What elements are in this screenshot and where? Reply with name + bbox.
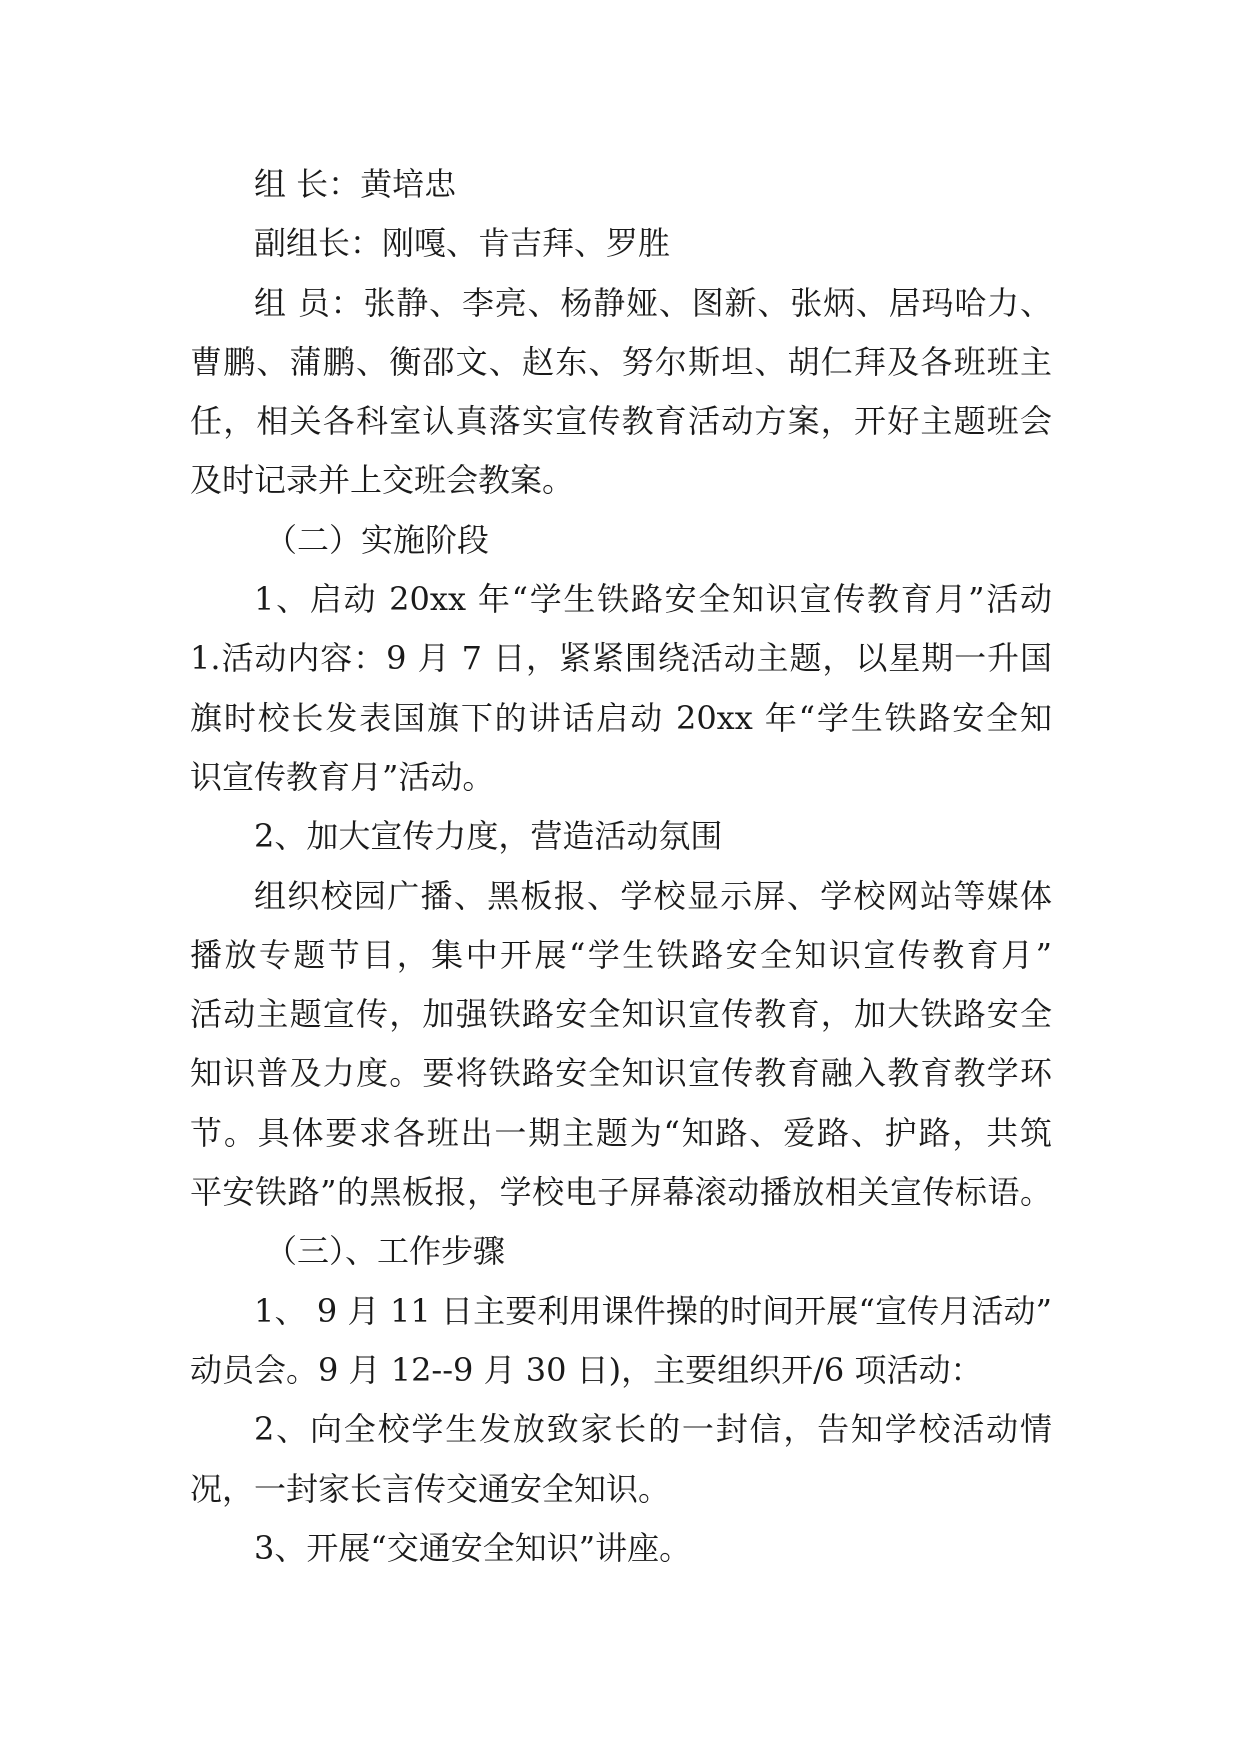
text-line: 识宣传教育月”活动。 — [190, 757, 495, 796]
text-line: 活动主题宣传，加强铁路安全知识宣传教育，加大铁路安全 — [190, 995, 1052, 1034]
text-line: 节。具体要求各班出一期主题为“知路、爱路、护路，共筑 — [190, 1113, 1052, 1152]
text-line: 组 员：张静、李亮、杨静娅、图新、张炳、居玛哈力、 — [254, 283, 1052, 322]
text-line: 1.活动内容：9 月 7 日，紧紧围绕活动主题，以星期一升国 — [190, 639, 1052, 678]
text-line: 动员会。9 月 12--9 月 30 日)，主要组织开/6 项活动： — [190, 1350, 983, 1389]
text-line: 知识普及力度。要将铁路安全知识宣传教育融入教育教学环 — [190, 1054, 1052, 1093]
text-line: （三）、工作步骤 — [265, 1232, 506, 1271]
text-line: 平安铁路”的黑板报，学校电子屏幕滚动播放相关宣传标语。 — [190, 1173, 1052, 1212]
text-line: 1、启动 20xx 年“学生铁路安全知识宣传教育月”活动 — [254, 580, 1052, 619]
text-line: 组 长：黄培忠 — [254, 165, 457, 203]
text-line: 1、 9 月 11 日主要利用课件操的时间开展“宣传月活动” — [254, 1291, 1052, 1330]
text-line: 2、加大宣传力度，营造活动氛围 — [254, 817, 723, 856]
text-line: 副组长：刚嘎、肯吉拜、罗胜 — [254, 224, 671, 263]
text-line: 任，相关各科室认真落实宣传教育活动方案，开好主题班会 — [190, 402, 1052, 441]
text-line: 3、开展“交通安全知识”讲座。 — [254, 1528, 692, 1567]
text-line: 播放专题节目，集中开展“学生铁路安全知识宣传教育月” — [190, 935, 1052, 974]
text-line: （二）实施阶段 — [265, 520, 490, 559]
text-line: 组织校园广播、黑板报、学校显示屏、学校网站等媒体 — [254, 876, 1052, 915]
text-line: 曹鹏、蒲鹏、衡邵文、赵东、努尔斯坦、胡仁拜及各班班主 — [190, 342, 1052, 381]
document-body — [190, 155, 1052, 1578]
text-line: 2、向全校学生发放致家长的一封信，告知学校活动情 — [254, 1410, 1052, 1449]
text-line: 况，一封家长言传交通安全知识。 — [190, 1469, 671, 1508]
text-line: 旗时校长发表国旗下的讲话启动 20xx 年“学生铁路安全知 — [190, 698, 1052, 737]
text-line: 及时记录并上交班会教案。 — [190, 461, 575, 500]
